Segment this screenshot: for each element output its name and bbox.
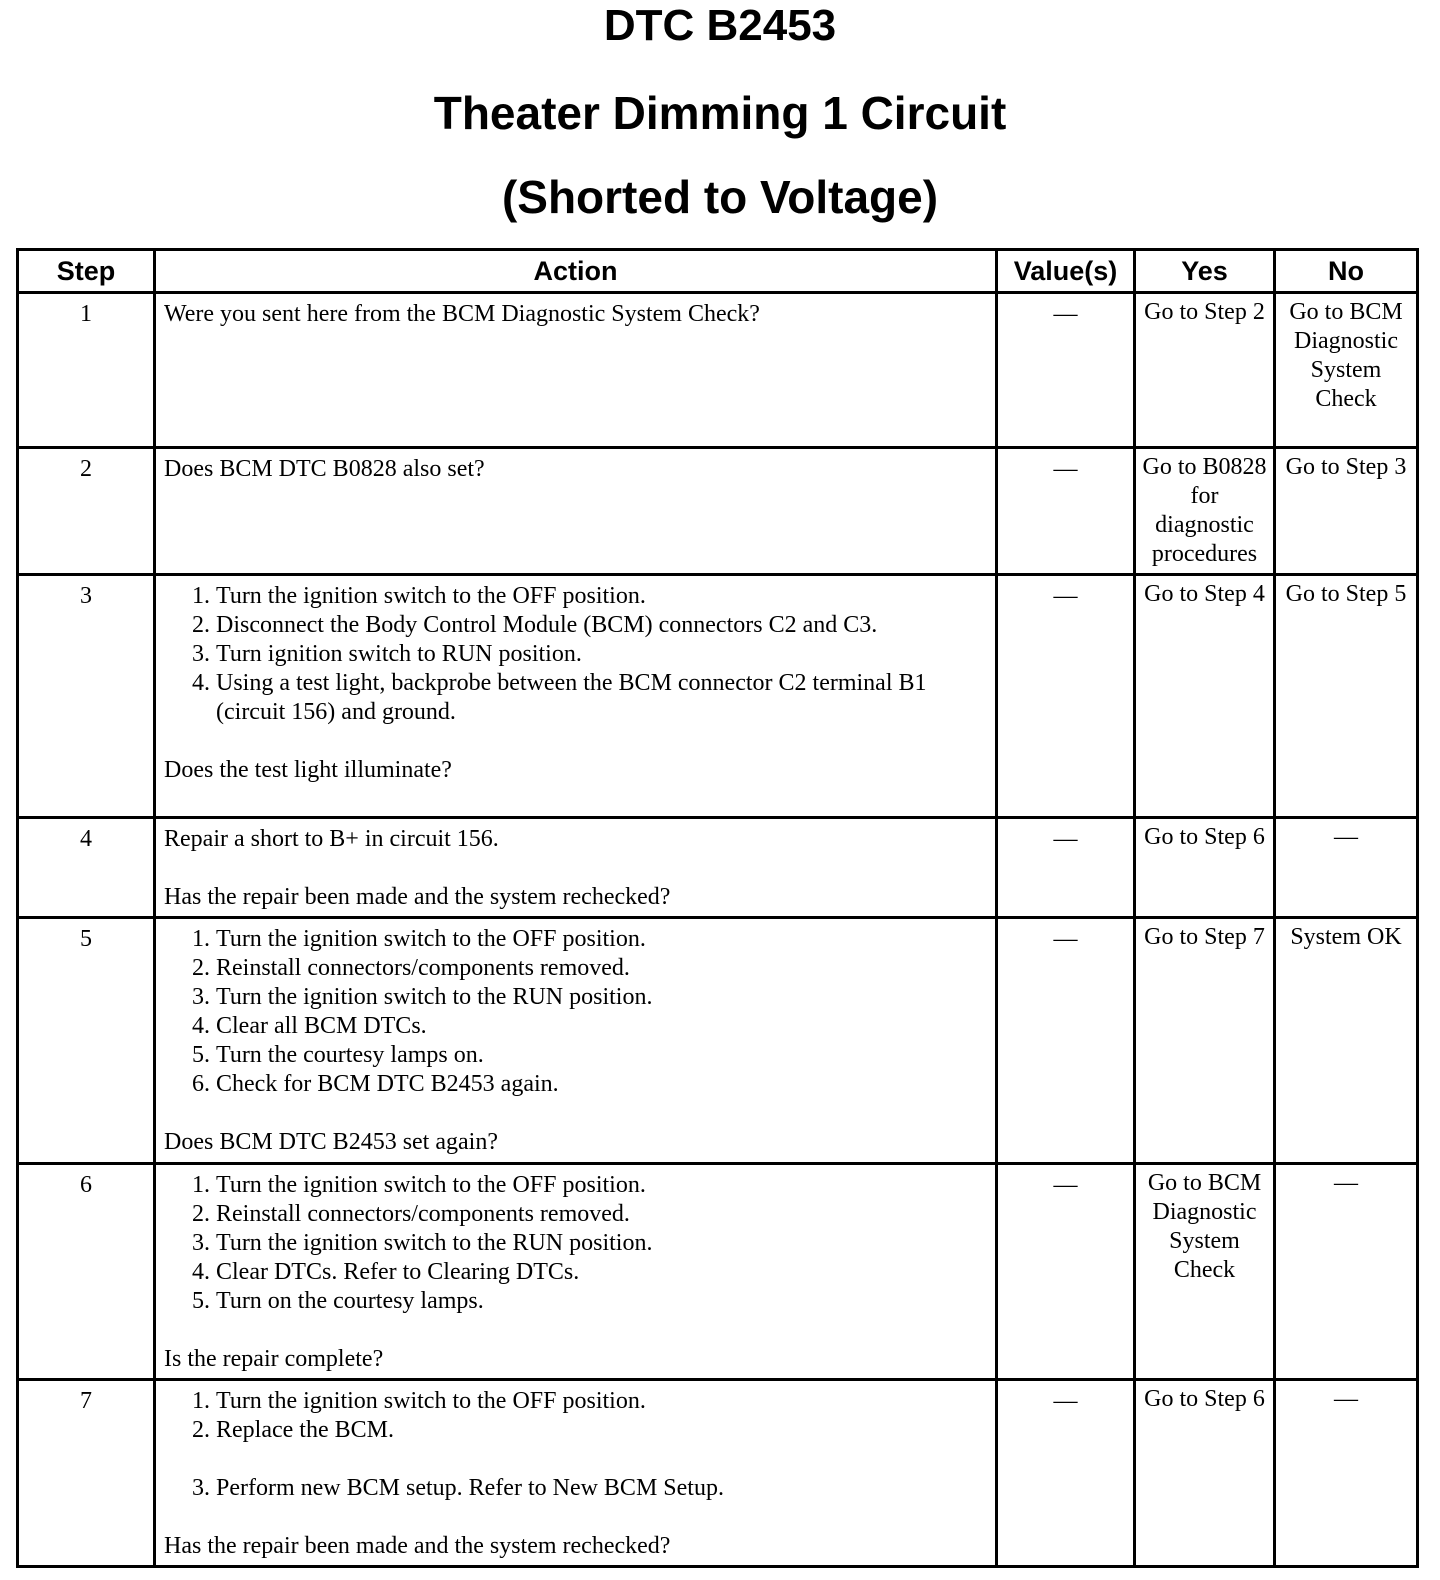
action-step: 4. Clear DTCs. Refer to Clearing DTCs.: [216, 1258, 985, 1287]
action-step: 1. Turn the ignition switch to the OFF position.: [216, 1171, 985, 1200]
action-question: Has the repair been made and the system rechecked?: [164, 884, 671, 910]
action-step: 5. Turn the courtesy lamps on.: [216, 1041, 985, 1070]
action-cell: [155, 918, 997, 1164]
value-cell: —: [997, 918, 1135, 1164]
value-cell: —: [997, 818, 1135, 918]
value-cell: —: [997, 293, 1135, 448]
action-question: Is the repair complete?: [164, 1346, 384, 1372]
step-number: 7: [18, 1380, 155, 1567]
value-cell: —: [997, 1164, 1135, 1380]
table-row: [18, 293, 1418, 448]
action-step: 3. Turn ignition switch to RUN position.: [216, 640, 985, 669]
value-cell: —: [997, 575, 1135, 818]
no-result: Go to Step 5: [1275, 575, 1418, 818]
action-steps-list: [164, 925, 985, 1099]
header-no: No: [1275, 250, 1418, 293]
action-step: 2. Reinstall connectors/components removed.: [216, 1200, 985, 1229]
action-step: 4. Clear all BCM DTCs.: [216, 1012, 985, 1041]
action-step: 1. Turn the ignition switch to the OFF position.: [216, 582, 985, 611]
yes-result: Go to Step 7: [1135, 918, 1275, 1164]
step-number: 2: [18, 448, 155, 575]
action-step: 3. Turn the ignition switch to the RUN position.: [216, 1229, 985, 1258]
action-text: Does BCM DTC B0828 also set?: [164, 456, 485, 482]
yes-result: Go to Step 2: [1135, 293, 1275, 448]
action-steps-list: [164, 1171, 985, 1316]
yes-result: Go to Step 6: [1135, 818, 1275, 918]
action-cell: [155, 448, 997, 575]
action-cell: [155, 1380, 997, 1567]
header-values: Value(s): [997, 250, 1135, 293]
action-steps-list: [164, 1387, 985, 1503]
no-result: —: [1275, 818, 1418, 918]
diagnostic-table: [16, 248, 1419, 1568]
action-step: 2. Replace the BCM.: [216, 1416, 985, 1445]
action-step: 3. Turn the ignition switch to the RUN position.: [216, 983, 985, 1012]
action-cell: [155, 818, 997, 918]
yes-result: Go to Step 4: [1135, 575, 1275, 818]
action-step: 6. Check for BCM DTC B2453 again.: [216, 1070, 985, 1099]
table-row: [18, 448, 1418, 575]
value-cell: —: [997, 1380, 1135, 1567]
action-text: Repair a short to B+ in circuit 156.: [164, 826, 499, 852]
action-step: 2. Disconnect the Body Control Module (BCM) connectors C2 and C3.: [216, 611, 985, 640]
no-result: System OK: [1275, 918, 1418, 1164]
action-text: Were you sent here from the BCM Diagnostic System Check?: [164, 301, 760, 327]
table-row: [18, 1380, 1418, 1567]
table-row: [18, 575, 1418, 818]
action-step: 5. Turn on the courtesy lamps.: [216, 1287, 985, 1316]
step-number: 1: [18, 293, 155, 448]
circuit-title: Theater Dimming 1 Circuit: [433, 87, 1007, 139]
fault-subtitle: (Shorted to Voltage): [501, 171, 939, 223]
table-row: [18, 1164, 1418, 1380]
value-cell: —: [997, 448, 1135, 575]
table-row: [18, 918, 1418, 1164]
action-step: 1. Turn the ignition switch to the OFF position.: [216, 925, 985, 954]
no-result: Go to Step 3: [1275, 448, 1418, 575]
no-result: —: [1275, 1164, 1418, 1380]
action-cell: [155, 293, 997, 448]
action-question: Does BCM DTC B2453 set again?: [164, 1129, 498, 1155]
header-step: Step: [18, 250, 155, 293]
yes-result: Go to B0828 for diagnostic procedures: [1135, 448, 1275, 575]
action-step: 2. Reinstall connectors/components removed.: [216, 954, 985, 983]
action-step: 3. Perform new BCM setup. Refer to New BCM Setup.: [216, 1474, 985, 1503]
yes-result: Go to BCM Diagnostic System Check: [1135, 1164, 1275, 1380]
action-step: 1. Turn the ignition switch to the OFF position.: [216, 1387, 985, 1416]
action-cell: [155, 1164, 997, 1380]
table-header-row: [18, 250, 1418, 293]
no-result: —: [1275, 1380, 1418, 1567]
action-steps-list: [164, 582, 985, 727]
header-action: Action: [155, 250, 997, 293]
action-question: Has the repair been made and the system rechecked?: [164, 1533, 671, 1559]
action-cell: [155, 575, 997, 818]
dtc-code-title: DTC B2453: [603, 1, 837, 50]
header-yes: Yes: [1135, 250, 1275, 293]
table-row: [18, 818, 1418, 918]
action-step: 4. Using a test light, backprobe between the BCM connector C2 terminal B1 (circuit 156) and ground.: [216, 669, 985, 727]
step-number: 5: [18, 918, 155, 1164]
step-number: 4: [18, 818, 155, 918]
step-number: 3: [18, 575, 155, 818]
no-result: Go to BCM Diagnostic System Check: [1275, 293, 1418, 448]
step-number: 6: [18, 1164, 155, 1380]
yes-result: Go to Step 6: [1135, 1380, 1275, 1567]
action-question: Does the test light illuminate?: [164, 757, 452, 783]
